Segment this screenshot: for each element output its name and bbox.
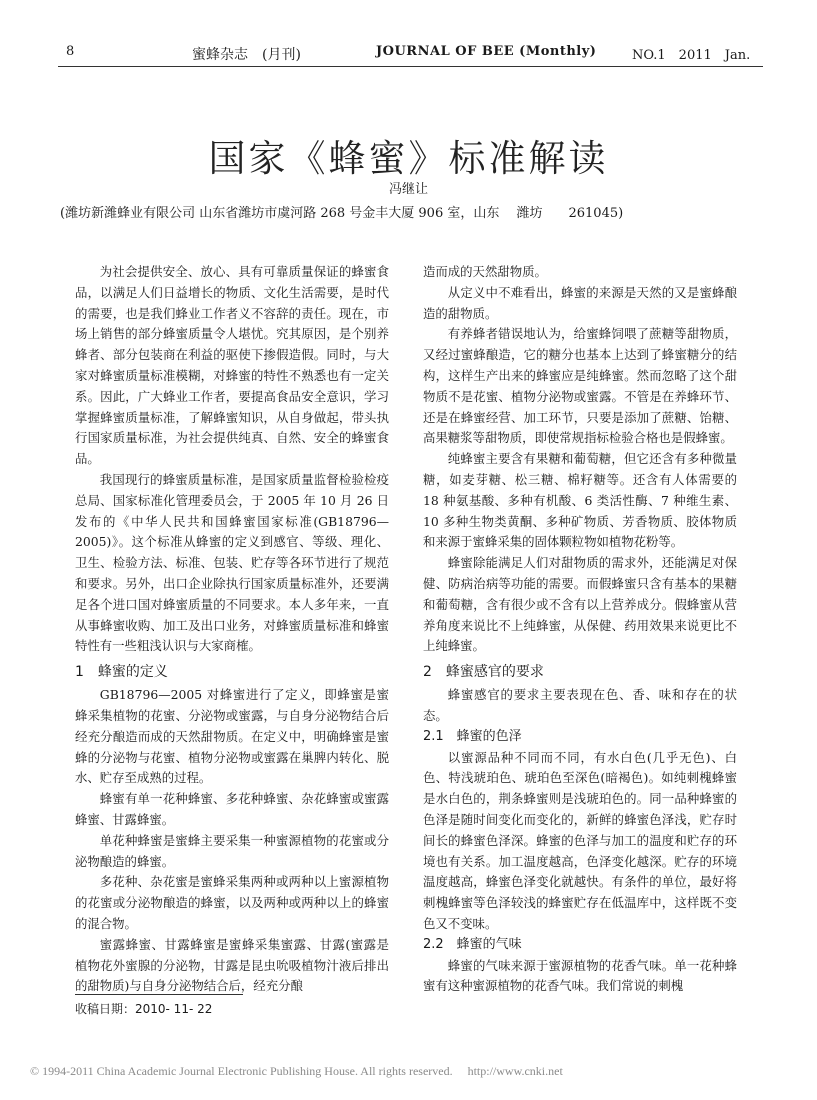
section-2-paragraph-1: 蜂蜜感官的要求主要表现在色、香、味和存在的状态。 — [423, 687, 737, 723]
footnote-rule — [75, 994, 243, 995]
page-number: 8 — [66, 44, 75, 59]
header-rule — [58, 66, 763, 67]
article-author: 冯继让 — [388, 182, 428, 197]
section-1-heading: 1 蜂蜜的定义 — [75, 664, 168, 681]
section-1-paragraph-2: 蜂蜜有单一花种蜂蜜、多花种蜂蜜、杂花蜂蜜或蜜露蜂蜜、甘露蜂蜜。 — [75, 791, 389, 827]
received-date: 收稿日期：2010- 11- 22 — [75, 1002, 213, 1016]
subsection-2-2-paragraph: 蜂蜜的气味来源于蜜源植物的花香气味。单一花种蜂蜜有这种蜜源植物的花香气味。我们常说的刺槐 — [423, 957, 737, 994]
journal-name-en: JOURNAL OF BEE (Monthly) — [376, 44, 597, 59]
definition-source-paragraph: 从定义中不难看出，蜂蜜的来源是天然的又是蜜蜂酿造的甜物质。 — [423, 284, 737, 321]
intro-paragraph-1: 为社会提供安全、放心、具有可靠质量保证的蜂蜜食品，以满足人们日益增长的物质、文化生活需要，是时代的需要，也是我们蜂业工作者义不容辞的责任。现在，市场上销售的部分蜂蜜质量令人堪忧。究其原因，是个别养蜂者、部分包装商在利益的驱使下掺假造假。同时，与大家对蜂蜜质量标准模糊，对蜂蜜的特性不熟悉也有一定关系。因此，广大蜂业工作者，要提高食品安全意识，学习掌握蜂蜜质量标准，了解蜂蜜知识，从自身做起，带头执行国家质量标准，为社会提供纯真、自然、安全的蜂蜜食品。 — [75, 264, 389, 467]
subsection-2-1-heading: 2.1 蜂蜜的色泽 — [423, 728, 522, 744]
health-benefit-paragraph: 蜂蜜除能满足人们对甜物质的需求外，还能满足对保健、防病治病等功能的需要。而假蜂蜜只含有基本的果糖和葡萄糖，含有很少或不含有以上营养成分。假蜂蜜从营养角度来说比不上纯蜂蜜，从保健、药用效果来说更比不上纯蜂蜜。 — [423, 555, 737, 654]
right-column — [423, 262, 737, 997]
article-title: 国家《蜂蜜》标准解读 — [208, 137, 609, 180]
subsection-2-1-paragraph: 以蜜源品种不同而不同，有水白色(几乎无色)、白色、特浅琥珀色、琥珀色至深色(暗褐色)。如纯刺槐蜂蜜是水白色的，荆条蜂蜜则是浅琥珀色的。同一品种蜂蜜的色泽是随时间变化而变化的，新鲜的蜂蜜色泽浅，贮存时间长的蜂蜜色泽深。蜂蜜的色泽与加工的温度和贮存的环境也有关系。加工温度越高，色泽变化越深。贮存的环境温度越高，蜂蜜色泽变化就越快。有条件的单位，最好将刺槐蜂蜜等色泽较浅的蜂蜜贮存在低温库中，这样既不变色又不变味。 — [423, 749, 737, 931]
section-1-paragraph-3: 单花种蜂蜜是蜜蜂主要采集一种蜜源植物的花蜜或分泌物酿造的蜂蜜。 — [75, 832, 389, 869]
section-2-heading: 2 蜂蜜感官的要求 — [423, 664, 544, 681]
left-column — [75, 262, 389, 997]
intro-paragraph-2: 我国现行的蜂蜜质量标准，是国家质量监督检验检疫总局、国家标准化管理委员会，于 2005 年 10 月 26 日发布的《中华人民共和国蜂蜜国家标准(GB18796—2005)》。这个标准从蜂蜜的定义到感官、等级、理化、卫生、检验方法、标准、包装、贮存等各环节进行了规范和要求。另外，出口企业除执行国家质量标准外，还要满足各个进口国对蜂蜜质量的不同要求。本人多年来，一直从事蜂蜜收购、加工及出口业务，对蜂蜜质量标准和蜂蜜特性有一些粗浅认识与大家商榷。 — [75, 471, 389, 654]
section-1-paragraph-1: GB18796—2005 对蜂蜜进行了定义，即蜂蜜是蜜蜂采集植物的花蜜、分泌物或蜜露，与自身分泌物结合后经充分酿造而成的天然甜物质。在定义中，明确蜂蜜是蜜蜂的分泌物与花蜜、植物分泌物或蜜露在巢脾内转化、脱水、贮存至成熟的过程。 — [75, 687, 389, 786]
continued-paragraph: 造而成的天然甜物质。 — [423, 264, 547, 279]
composition-paragraph: 纯蜂蜜主要含有果糖和葡萄糖，但它还含有多种微量糖，如麦芽糖、松三糖、棉籽糖等。还含有人体需要的 18 种氨基酸、多种有机酸、6 类活性酶、7 种维生素、10 多种生物类黄酮、多种矿物质、芳香物质、胶体物质和来源于蜜蜂采集的固体颗粒物如植物花粉等。 — [423, 451, 737, 550]
journal-name-cn: 蜜蜂杂志 (月刊) — [192, 47, 301, 63]
section-1-paragraph-4: 多花种、杂花蜜是蜜蜂采集两种或两种以上蜜源植物的花蜜或分泌物酿造的蜂蜜，以及两种或两种以上的蜂蜜的混合物。 — [75, 874, 389, 931]
subsection-2-2-heading: 2.2 蜂蜜的气味 — [423, 936, 522, 952]
author-affiliation: (潍坊新潍蜂业有限公司 山东省潍坊市虞河路 268 号金丰大厦 906 室，山东 潍坊 261045) — [60, 206, 624, 221]
copyright-notice: © 1994-2011 China Academic Journal Electronic Publishing House. All rights reserved. http://www.cnki.net — [30, 1064, 563, 1078]
fake-honey-paragraph: 有养蜂者错误地认为，给蜜蜂饲喂了蔗糖等甜物质，又经过蜜蜂酿造，它的糖分也基本上达到了蜂蜜糖分的结构，这样生产出来的蜂蜜应是纯蜂蜜。然而忽略了这个甜物质不是花蜜、植物分泌物或蜜露。不管是在养蜂环节、还是在蜂蜜经营、加工环节，只要是添加了蔗糖、饴糖、高果糖浆等甜物质，即使常规指标检验合格也是假蜂蜜。 — [423, 326, 737, 446]
section-1-paragraph-5: 蜜露蜂蜜、甘露蜂蜜是蜜蜂采集蜜露、甘露(蜜露是植物花外蜜腺的分泌物，甘露是昆虫吮吸植物汁液后排出的甜物质)与自身分泌物结合后，经充分酿 — [75, 936, 389, 994]
issue-info: NO.1 2011 Jan. — [632, 48, 751, 63]
